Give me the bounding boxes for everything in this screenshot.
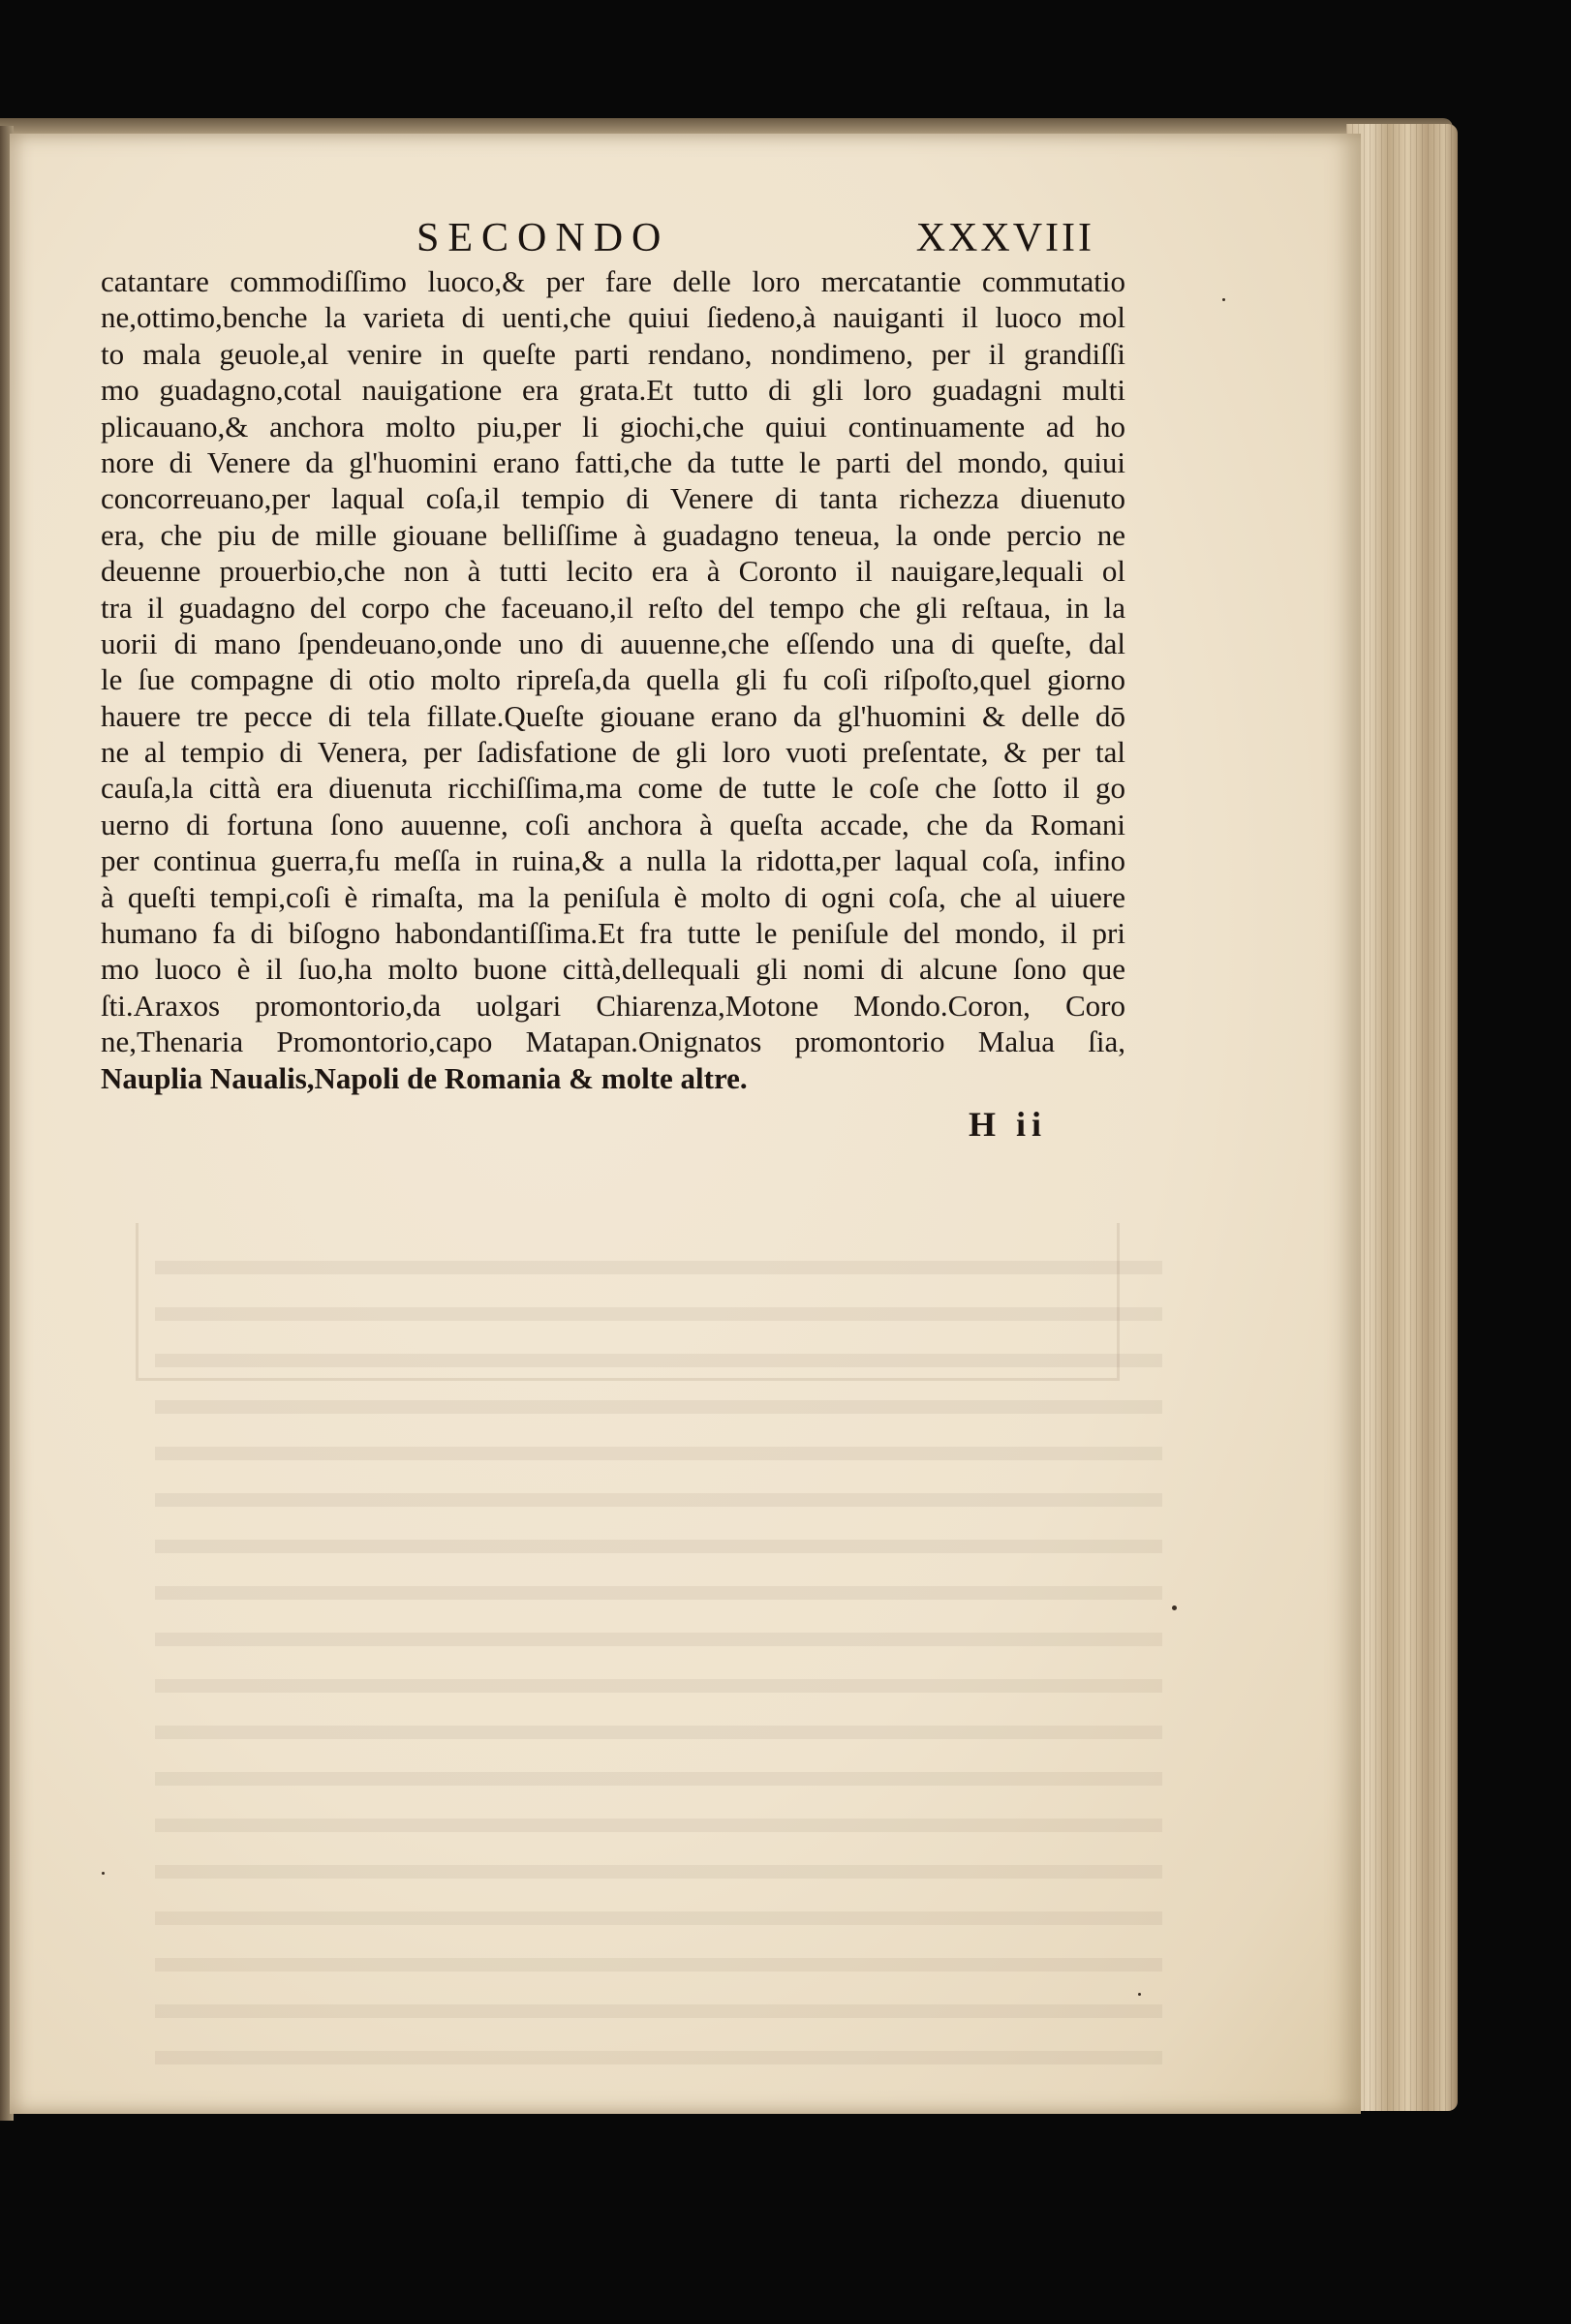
text-line: catantare commodiſſimo luoco,& per fare delle loro mercatantie commutatio: [101, 264, 1125, 298]
bleed-through-text: [155, 1228, 1162, 2080]
folio-number: XXXVIII: [915, 216, 1094, 260]
text-line: le ſue compagne di otio molto ripreſa,da quella gli fu coſi riſpoſto,quel giorno: [101, 662, 1125, 697]
text-line: concorreuano,per laqual coſa,il tempio di Venere di tanta richezza diuenuto: [101, 481, 1125, 516]
body-text: [101, 263, 1125, 1096]
text-line: hauere tre pecce di tela fillate.Queſte giouane erano da gl'huomini & delle dō: [101, 698, 1125, 733]
text-line: uorii di mano ſpendeuano,onde uno di auuenne,che eſſendo una di queſte, dal: [101, 626, 1125, 660]
text-line: ne,ottimo,benche la varieta di uenti,che quiui ſiedeno,à nauiganti il luoco mol: [101, 300, 1125, 335]
text-line: to mala geuole,al venire in queſte parti rendano, nondimeno, per il grandiſſi: [101, 336, 1125, 371]
signature-mark: H ii: [969, 1105, 1048, 1144]
text-line: à queſti tempi,coſi è rimaſta, ma la peniſula è molto di ogni coſa, che al uiuere: [101, 879, 1125, 914]
text-line: cauſa,la città era diuenuta ricchiſſima,ma come de tutte le coſe che ſotto il go: [101, 771, 1125, 806]
running-head-title: SECONDO: [416, 216, 670, 260]
text-line: ne al tempio di Venera, per ſadisfatione de gli loro vuoti preſentate, & per tal: [101, 735, 1125, 770]
text-line: plicauano,& anchora molto piu,per li giochi,che quiui continuamente ad ho: [101, 409, 1125, 443]
text-line: deuenne prouerbio,che non à tutti lecito era à Coronto il nauigare,lequali ol: [101, 554, 1125, 589]
text-line: ne,Thenaria Promontorio,capo Matapan.Onignatos promontorio Malua ſia,: [101, 1024, 1125, 1059]
text-line: era, che piu de mille giouane belliſſime à guadagno teneua, la onde percio ne: [101, 517, 1125, 552]
text-line: per continua guerra,fu meſſa in ruina,& a nulla la ridotta,per laqual coſa, infino: [101, 843, 1125, 878]
text-line: uerno di fortuna ſono auuenne, coſi anchora à queſta accade, che da Romani: [101, 807, 1125, 841]
text-line: mo luoco è il ſuo,ha molto buone città,dellequali gli nomi di alcune ſono que: [101, 952, 1125, 987]
text-line: humano fa di biſogno habondantiſſima.Et fra tutte le peniſule del mondo, il pri: [101, 916, 1125, 951]
text-line: Nauplia Naualis,Napoli de Romania & molte altre.: [101, 1060, 748, 1095]
text-line: tra il guadagno del corpo che faceuano,il reſto del tempo che gli reſtaua, in la: [101, 590, 1125, 625]
text-line: ſti.Araxos promontorio,da uolgari Chiarenza,Motone Mondo.Coron, Coro: [101, 988, 1125, 1023]
text-line: nore di Venere da gl'huomini erano fatti,che da tutte le parti del mondo, quiui: [101, 444, 1125, 479]
bleed-through-map-frame: [136, 1223, 1120, 1381]
text-line: mo guadagno,cotal nauigatione era grata.Et tutto di gli loro guadagni multi: [101, 373, 1125, 408]
page-edges: [1346, 124, 1458, 2111]
